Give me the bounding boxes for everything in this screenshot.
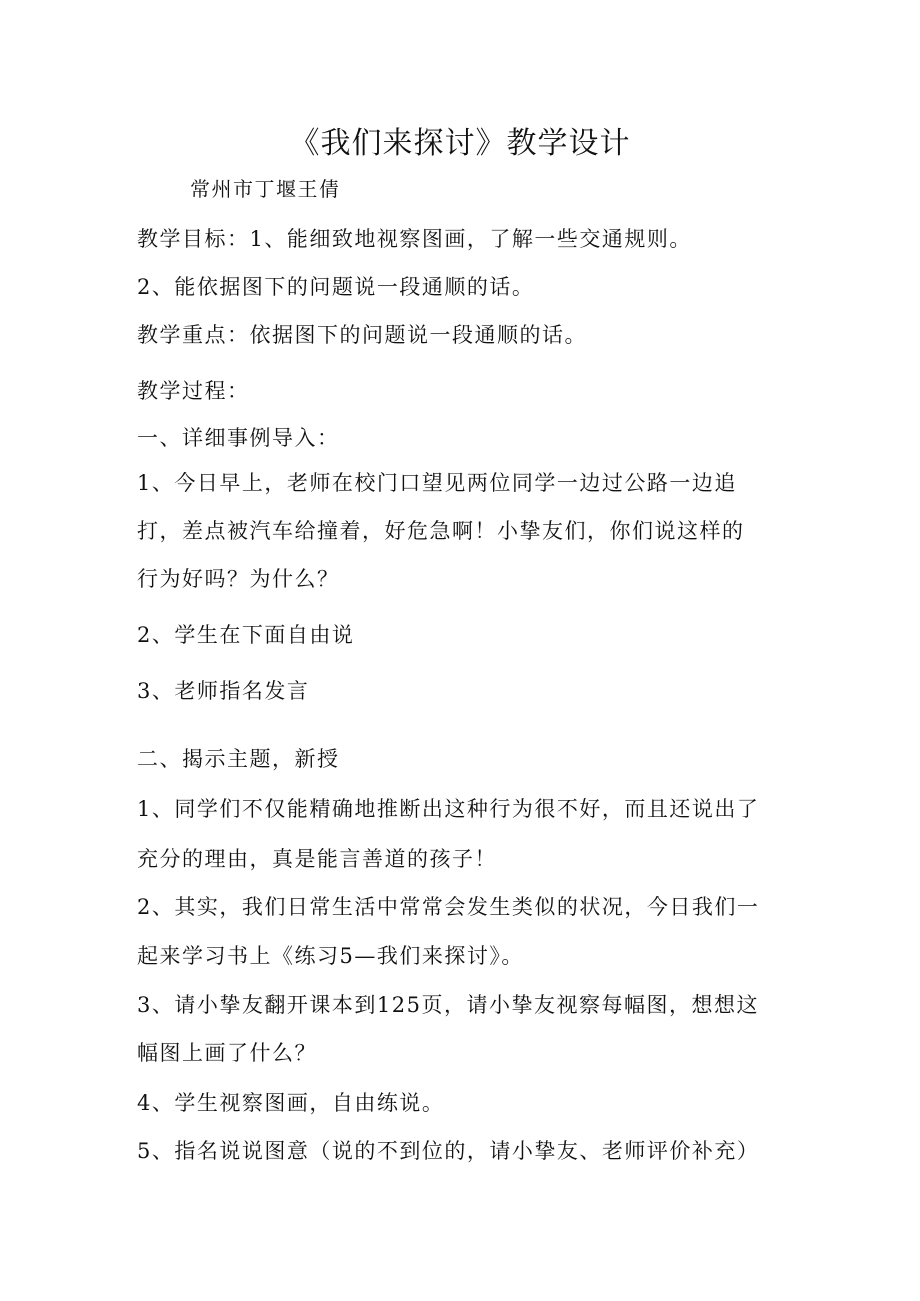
- section-heading: 教学过程：: [137, 379, 250, 403]
- section-heading: 二、揭示主题，新授: [137, 747, 340, 771]
- paragraph-line: 行为好吗？为什么？: [137, 567, 340, 591]
- paragraph-line: 打，差点被汽车给撞着，好危急啊！小挚友们，你们说这样的: [137, 519, 745, 543]
- paragraph-line: 1、今日早上，老师在校门口望见两位同学一边过公路一边追: [137, 471, 737, 495]
- paragraph-line: 起来学习书上《练习5—我们来探讨》。: [137, 944, 524, 968]
- paragraph-line: 3、请小挚友翻开课本到125页，请小挚友视察每幅图，想想这: [137, 993, 759, 1017]
- paragraph-line: 1、同学们不仅能精确地推断出这种行为很不好，而且还说出了: [137, 797, 760, 821]
- paragraph-line: 5、指名说说图意（说的不到位的，请小挚友、老师评价补充）: [137, 1139, 760, 1163]
- paragraph-line: 2、其实，我们日常生活中常常会发生类似的状况，今日我们一: [137, 895, 760, 919]
- paragraph-line: 教学重点：依据图下的问题说一段通顺的话。: [137, 323, 587, 347]
- paragraph-line: 3、老师指名发言: [137, 679, 310, 703]
- paragraph-line: 教学目标：1、能细致地视察图画，了解一些交通规则。: [137, 227, 692, 251]
- paragraph-line: 幅图上画了什么？: [137, 1041, 317, 1065]
- paragraph-line: 2、能依据图下的问题说一段通顺的话。: [137, 275, 535, 299]
- paragraph-line: 2、学生在下面自由说: [137, 623, 355, 647]
- document-title: 《我们来探讨》教学设计: [289, 126, 631, 161]
- paragraph-line: 4、学生视察图画，自由练说。: [137, 1091, 445, 1115]
- section-heading: 一、详细事例导入：: [137, 426, 340, 450]
- paragraph-line: 充分的理由，真是能言善道的孩子！: [137, 847, 497, 871]
- author-line: 常州市丁堰王倩: [190, 177, 341, 201]
